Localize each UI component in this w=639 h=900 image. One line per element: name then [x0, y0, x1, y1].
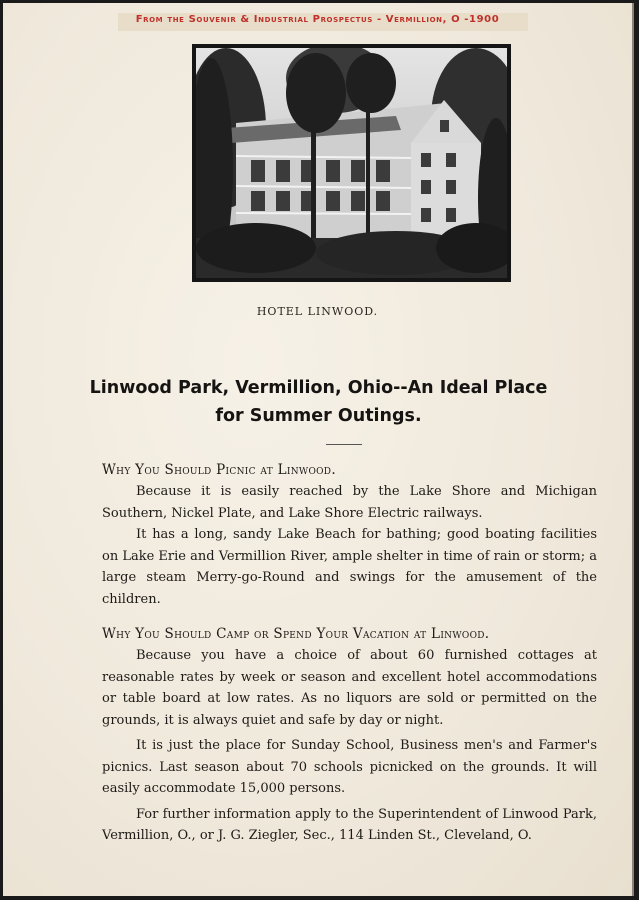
camp-heading: Why You Should Camp or Spend Your Vacation at Linwood.	[102, 626, 490, 642]
title-line-2: for Summer Outings.	[215, 406, 422, 426]
title-line-1: Linwood Park, Vermillion, Ohio--An Ideal Place	[89, 378, 548, 398]
picnic-paragraph-1: Because it is easily reached by the Lake Shore and Michigan Southern, Nickel Plate, and Lake Shore Electric railways.	[102, 484, 597, 521]
picnic-heading: Why You Should Picnic at Linwood.	[102, 462, 336, 478]
camp-paragraph-3: For further information apply to the Superintendent of Linwood Park, Vermillion, O., or J. G. Ziegler, Sec., 114 Linden St., Cleveland, O.	[102, 806, 597, 843]
camp-paragraph-2: It is just the place for Sunday School, Business men's and Farmer's picnics. Last season about 70 schools picnicked on the grounds. It will easily accommodate 15,000 persons.	[102, 738, 597, 796]
camp-section	[102, 626, 597, 847]
picnic-section	[102, 462, 597, 610]
document-page	[3, 3, 634, 896]
page-title	[3, 374, 634, 430]
divider	[326, 444, 362, 445]
hotel-photo	[192, 44, 511, 282]
picnic-paragraph-2: It has a long, sandy Lake Beach for bathing; good boating facilities on Lake Erie and Vermillion River, ample shelter in time of rain or storm; a large steam Merry-go-Round and swings for the amusement of the children.	[102, 527, 597, 607]
camp-paragraph-1: Because you have a choice of about 60 furnished cottages at reasonable rates by week or season and excellent hotel accommodations or table board at low rates. As no liquors are sold or permitted on the grounds, it is always quiet and safe by day or night.	[102, 648, 597, 728]
source-header: From the Souvenir & Industrial Prospectus - Vermillion, O -1900	[135, 14, 500, 25]
photo-caption: HOTEL LINWOOD.	[256, 305, 379, 318]
